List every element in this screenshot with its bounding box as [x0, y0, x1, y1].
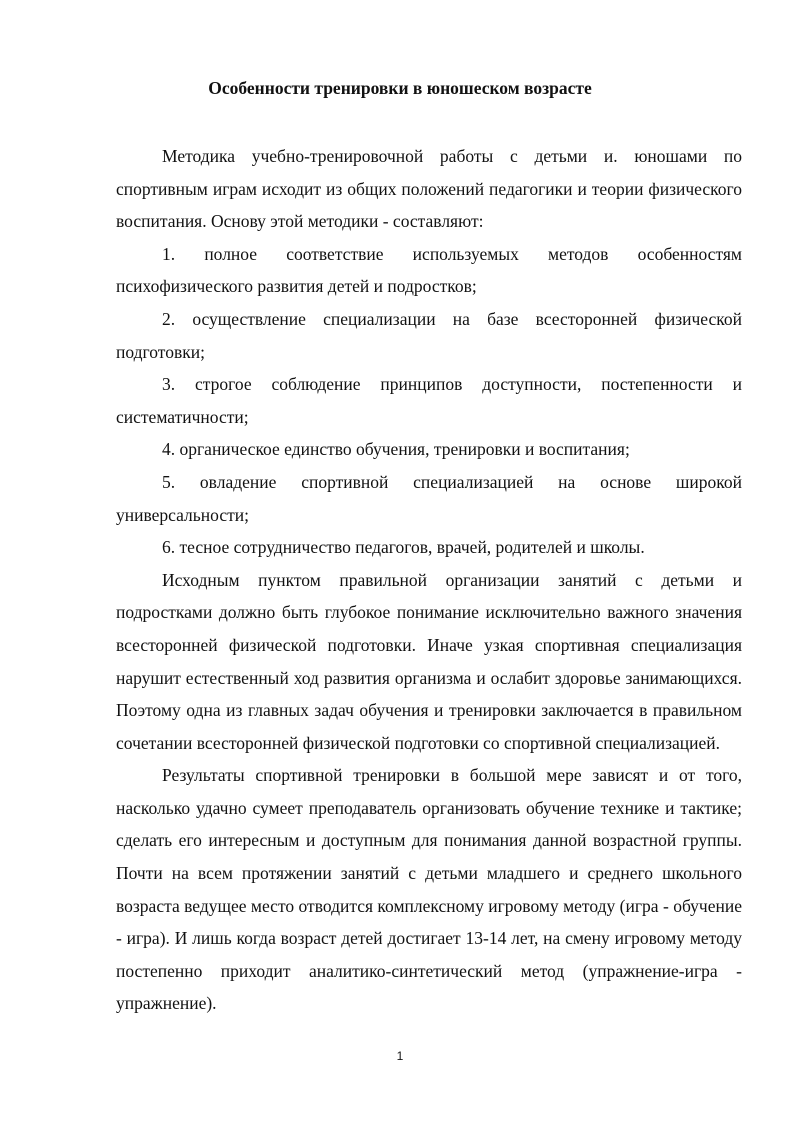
- paragraph-intro: Методика учебно-тренировочной работы с детьми и. юношами по спортивным играм исходит из общих положений педагогики и теории физического воспитания. Основу этой методики - составляют:: [116, 146, 742, 232]
- list-item-6: 6. тесное сотрудничество педагогов, врачей, родителей и школы.: [162, 537, 645, 558]
- list-item-3: 3. строгое соблюдение принципов доступности, постепенности и систематичности;: [116, 374, 742, 427]
- document-body: [116, 140, 742, 1020]
- list-item-1: 1. полное соответствие используемых методов особенностям психофизического развития детей и подростков;: [116, 243, 742, 297]
- paragraph-body-2: Результаты спортивной тренировки в большой мере зависят и от того, насколько удачно сумеет преподаватель организовать обучение технике и тактике; сделать его интересным и доступным для понимания данной возрастной группы. Почти на всем протяжении занятий с детьми младшего и среднего школьного возраста ведущее место отводится комплексному игровому методу (игра - обучение - игра). И лишь когда возраст детей достигает 13-14 лет, на смену игровому методу постепенно приходит аналитико-синтетический метод (упражнение-игра - упражнение).: [116, 765, 742, 1014]
- document-title: Особенности тренировки в юношеском возрасте: [208, 78, 592, 98]
- page-number: 1: [396, 1049, 404, 1063]
- list-item-2: 2. осуществление специализации на базе всесторонней физической подготовки;: [116, 308, 742, 362]
- list-item-5: 5. овладение спортивной специализацией на основе широкой универсальности;: [116, 471, 742, 525]
- list-item-4: 4. органическое единство обучения, тренировки и воспитания;: [162, 439, 630, 460]
- paragraph-body-1: Исходным пунктом правильной организации занятий с детьми и подростками должно быть глубокое понимание исключительно важного значения всесторонней физической подготовки. Иначе узкая спортивная специализация нарушит естественный ход развития организма и ослабит здоровье занимающихся. Поэтому одна из главных задач обучения и тренировки заключается в правильном сочетании всесторонней физической подготовки со спортивной специализацией.: [116, 569, 742, 753]
